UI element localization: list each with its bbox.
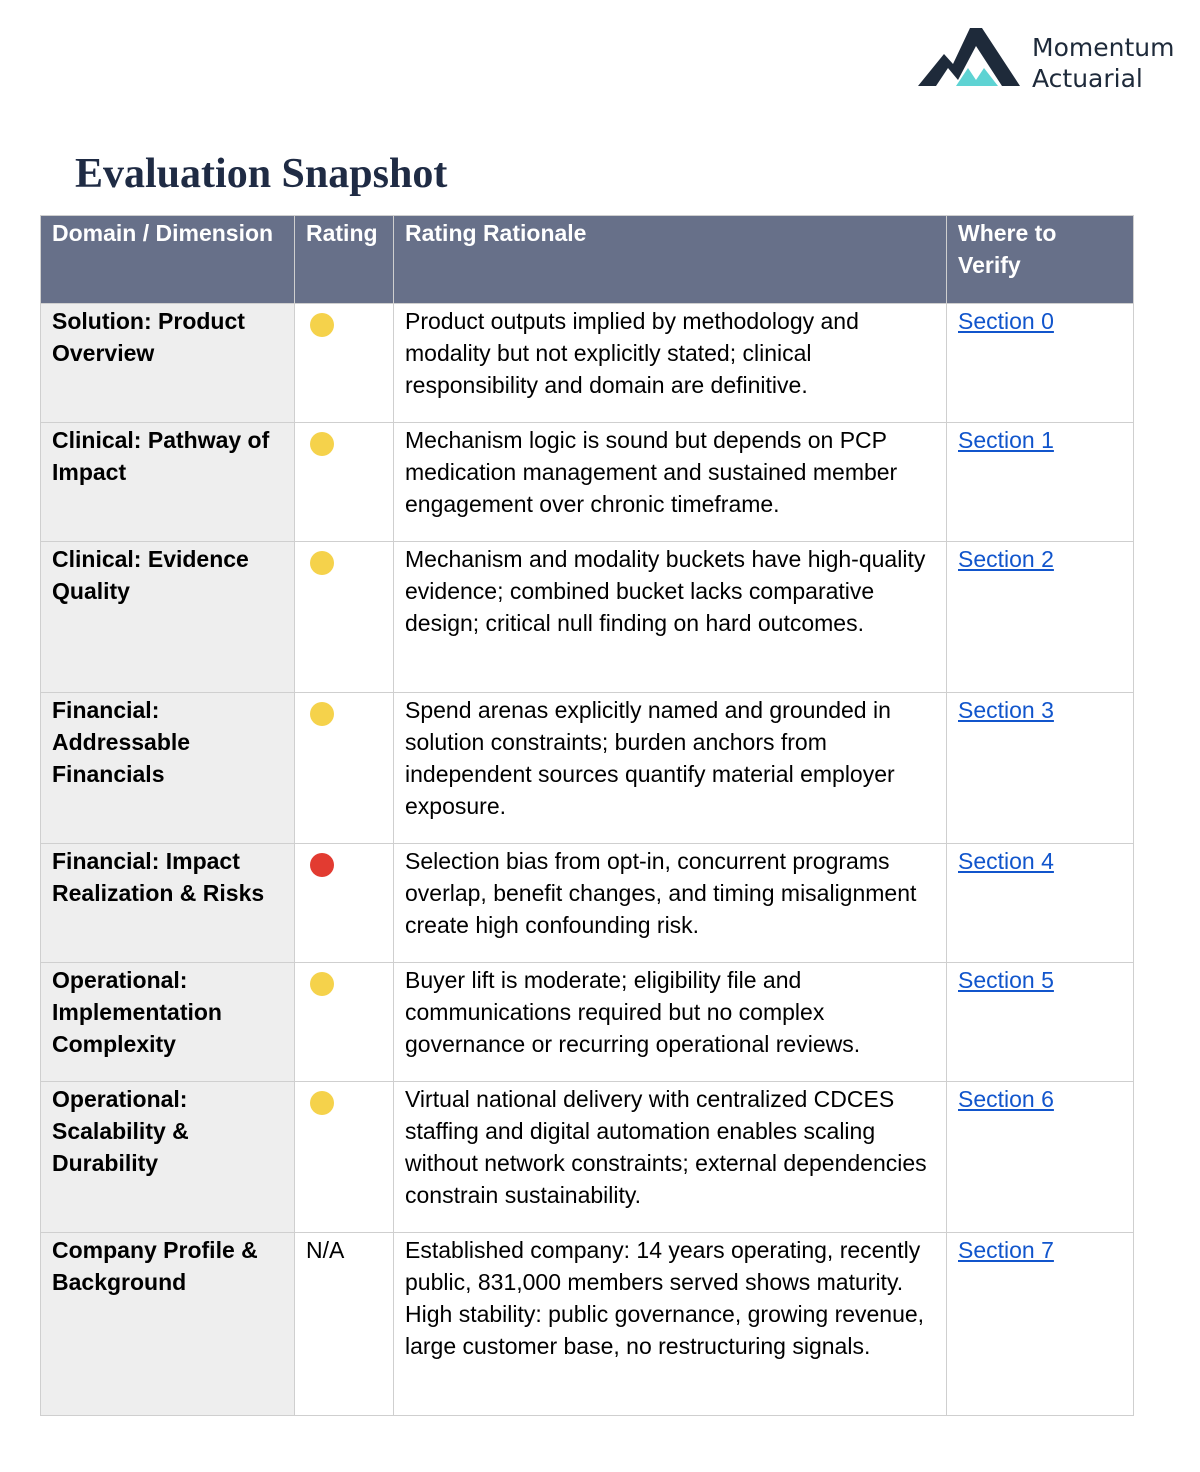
rationale-cell: Virtual national delivery with centralized CDCES staffing and digital automation enables scaling without network constraints; external dependencies constrain sustainability. [394,1082,947,1233]
verify-cell [947,304,1134,423]
page-title: Evaluation Snapshot [75,151,448,197]
table-row [41,304,1134,423]
verify-cell [947,693,1134,844]
rationale-cell: Mechanism and modality buckets have high-quality evidence; combined bucket lacks comparative design; critical null finding on hard outcomes. [394,542,947,693]
verify-cell [947,1233,1134,1416]
rationale-cell: Mechanism logic is sound but depends on PCP medication management and sustained member engagement over chronic timeframe. [394,423,947,542]
rating-cell [295,1082,394,1233]
domain-cell: Financial: Addressable Financials [41,693,295,844]
yellow-rating-dot-icon [310,432,334,456]
table-row [41,1082,1134,1233]
yellow-rating-dot-icon [310,551,334,575]
table-row [41,542,1134,693]
rationale-cell: Spend arenas explicitly named and grounded in solution constraints; burden anchors from independent sources quantify material employer exposure. [394,693,947,844]
domain-cell: Company Profile & Background [41,1233,295,1416]
rating-cell [295,963,394,1082]
section-link[interactable]: Section 3 [958,697,1054,723]
section-link[interactable]: Section 2 [958,546,1054,572]
evaluation-table [40,215,1134,1416]
company-logo [918,24,1188,93]
domain-cell: Financial: Impact Realization & Risks [41,844,295,963]
verify-cell [947,963,1134,1082]
table-row [41,844,1134,963]
yellow-rating-dot-icon [310,313,334,337]
section-link[interactable]: Section 1 [958,427,1054,453]
domain-cell: Operational: Implementation Complexity [41,963,295,1082]
section-link[interactable]: Section 0 [958,308,1054,334]
section-link[interactable]: Section 6 [958,1086,1054,1112]
rating-cell [295,542,394,693]
logo-line-2: Actuarial [1032,64,1143,93]
verify-cell [947,542,1134,693]
table-row [41,1233,1134,1416]
header-domain: Domain / Dimension [41,216,295,304]
section-link[interactable]: Section 4 [958,848,1054,874]
header-rating: Rating [295,216,394,304]
rating-cell [295,304,394,423]
rating-cell [295,423,394,542]
domain-cell: Operational: Scalability & Durability [41,1082,295,1233]
yellow-rating-dot-icon [310,702,334,726]
table-row [41,423,1134,542]
section-link[interactable]: Section 7 [958,1237,1054,1263]
rating-cell [295,844,394,963]
table-header-row [41,216,1134,304]
logo-wordmark [1032,32,1174,94]
red-rating-dot-icon [310,853,334,877]
yellow-rating-dot-icon [310,1091,334,1115]
domain-cell: Clinical: Pathway of Impact [41,423,295,542]
verify-cell [947,423,1134,542]
rationale-cell: Selection bias from opt-in, concurrent programs overlap, benefit changes, and timing misalignment create high confounding risk. [394,844,947,963]
yellow-rating-dot-icon [310,972,334,996]
mountain-logo-icon [918,24,1022,90]
table-row [41,963,1134,1082]
header-rationale: Rating Rationale [394,216,947,304]
domain-cell: Clinical: Evidence Quality [41,542,295,693]
verify-cell [947,1082,1134,1233]
rating-cell: N/A [295,1233,394,1416]
rationale-cell: Established company: 14 years operating, recently public, 831,000 members served shows maturity. High stability: public governance, growing revenue, large customer base, no restructuring signals. [394,1233,947,1416]
logo-line-1: Momentum [1032,33,1175,62]
header-verify: Where to Verify [947,216,1134,304]
section-link[interactable]: Section 5 [958,967,1054,993]
rationale-cell: Product outputs implied by methodology and modality but not explicitly stated; clinical responsibility and domain are definitive. [394,304,947,423]
domain-cell: Solution: Product Overview [41,304,295,423]
table-row [41,693,1134,844]
rating-cell [295,693,394,844]
verify-cell [947,844,1134,963]
rationale-cell: Buyer lift is moderate; eligibility file and communications required but no complex governance or recurring operational reviews. [394,963,947,1082]
